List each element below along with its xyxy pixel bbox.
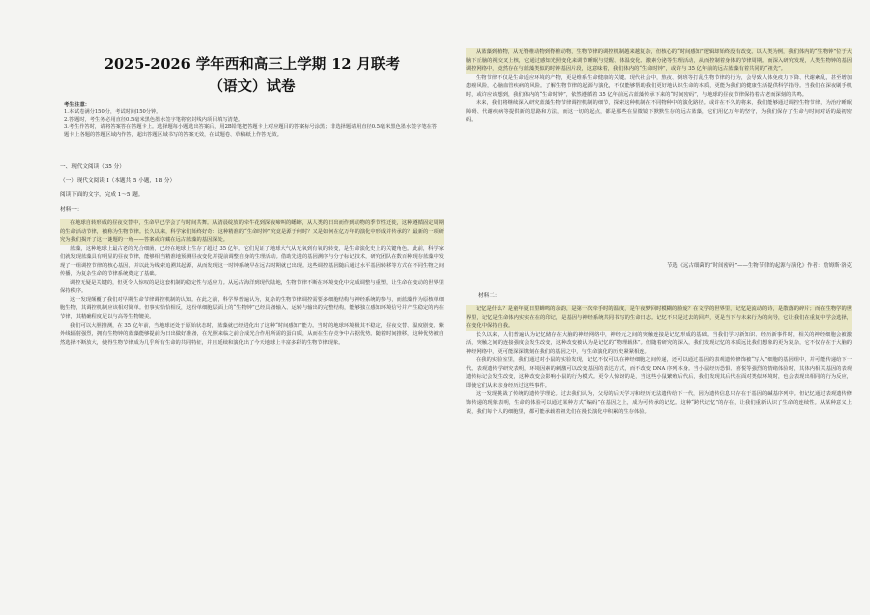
exam-notes [64, 102, 438, 139]
source-citation: 节选《远古细菌的“时间密码”——生物节律的起源与演化》作者：詹姆斯·洛克 [666, 263, 852, 269]
material-one-continued [466, 48, 852, 125]
subsection-heading: （一）现代文阅读 I（本题共 5 小题，18 分） [60, 178, 176, 184]
exam-subtitle: （语文）试卷 [208, 78, 296, 95]
paragraph: 未来，我们将继续深入研究蓝藻生物节律调控机制的细节，探索这种机制在不同物种中的演化路径。或许在不久的将来，我们能够通过调控生物节律，为治疗睡眠障碍、代谢疾病等提供新的思路和方法，而这一切的起点，都是那些在显微镜下默默生存的远古蓝藻，它们用亿万年的坚守，为我们保存了生命与时间对话的最初密码。 [466, 100, 852, 124]
paragraph: 我们可以大胆推测，在 35 亿年前，当地球还处于原始状态时，蓝藻就已经进化出了这种“时间感知”能力。当时的地球环境极其不稳定，昼夜交替、温度剧变、紫外线辐射强烈，拥有生物钟的蓝藻能够提前为日出做好准备，在光照来临之前合成光合作用所需的蛋白质，从而在生存竞争中占据优势。随着时间推移，这种优势被自然选择不断放大，使得生物节律成为几乎所有生命的共同特征，并且延续和演化出了今天地球上丰富多彩的生物节律现象。 [60, 322, 444, 346]
paragraph: 生物节律不仅是生命适应环境的产物，更是维系生命健康的关键。现代社会中，熬夜、倒班等打乱生物节律的行为，会导致人体免疫力下降、代谢紊乱，甚至增加患癌风险，心脑血管疾病的风险。了解生物节律的起源与演化，不仅能够帮助我们更好地认识生命的本质，更能为我们的健康生活提供科学指导。当我们在深夜刷手机时，或许应该想到，我们体内的“生命时钟”，依然遵循着 35 亿年前远古蓝藻传承下来的“时间密码”，与地球的昼夜节律保持着古老而深刻的共鸣。 [466, 74, 852, 98]
notes-item: 1.本试卷满分150分，考试时间150分钟。 [64, 109, 162, 116]
paragraph: 蓝藻，这种地球上最古老的光合细菌，已经在地球上生存了超过 35 亿年。它们见证了地球大气从无氧到有氧的转变，是生命演化史上的关键角色。此前，科学家们就发现蓝藻具有明显的昼夜节律，能够相当精准地预测昼夜变化并提前调整自身的生理活动。借助先进的基因测序与分子标记技术，研究团队在数百种现存蓝藻中发现了一组调控节律的核心基因，并以此为线索追溯其起源，从而发现这一时钟系统早在远古时期就已出现。这些调控基因随后通过水平基因转移等方式在不同生物之间传播，为复杂生命的节律系统奠定了基础。 [60, 245, 444, 278]
section-heading: 一、现代文阅读（35 分） [60, 164, 125, 170]
paragraph: 在地球自转形成的昼夜交替中，生命早已学会了与时间共舞。从清晨绽放的牵牛花到深夜啼叫的蟋蟀，从人类的日出而作到动物的季节性迁徙，这种遵循固定周期的生命活动节律，被称为生物节律。长久以来，科学家们始终好奇：这种精准的“生命时钟”究竟是源于何时？又是如何在亿万年的演化中形成并传承的？最新的一项研究为我们揭开了这一谜题的一角——答案或许藏在远古蓝藻的基因深处。 [60, 220, 444, 244]
material-one-label: 材料一： [60, 207, 83, 213]
exam-title: 2025-2026 学年西和高三上学期 12 月联考 [103, 56, 401, 73]
paragraph: 这一发现挑战了传统的遗传学理论。过去我们认为，父母的后天学习和经历无法遗传给下一代，因为遗传信息只存在于基因的碱基序列中。但记忆通过表观遗传修饰传递的现象表明，生命的体验可以通过某种方式“编码”在基因之上，成为可传承的记忆。这种“跨代记忆”的存在，让我们重新认识了生命的连续性。从某种意义上说，我们每个人的细胞里，都可能承载着祖先们在漫长演化中积累的生存体验。 [466, 391, 852, 415]
reading-instruction: 阅读下面的文字，完成 1～5 题。 [60, 192, 144, 198]
material-two-label: 材料二： [478, 293, 501, 299]
notes-item: 3.考生作答时，请将答案答在答题卡上。选择题每小题选出答案后，用2B铅笔把答题卡上对应题目的答案标号涂黑；非选择题请用直径0.5毫米黑色墨水签字笔在答题卡上各题的答题区域内作答，超出答题区域书写的答案无效，在试题卷、草稿纸上作答无效。 [64, 124, 438, 138]
notes-item: 2.答题时，考生务必用直径0.5毫米黑色墨水签字笔将密封线内项目填写清楚。 [64, 116, 244, 123]
paragraph: 长久以来，人们普遍认为记忆储存在大脑的神经网络中，神经元之间的突触连接是记忆形成的基础。当我们学习新知识、经历新事件时，相关的神经细胞会被激活，突触之间的连接强度会发生改变，这种改变被认为是记忆的“物理载体”。但随着研究的深入，我们发现记忆的本质远比我们想象的更为复杂，它不仅存在于大脑的神经网络中，更可能深深镌刻在我们的基因之中，与生命演化的历史紧紧相连。 [466, 331, 852, 355]
material-one-body [60, 219, 444, 347]
paragraph: 调控无疑是关键的，但更令人惊叹的是这套机制的稳定性与适应力。从远古海洋到现代陆地，生物节律不断在环境变化中完成调整与重塑，让生命在变动的世界里保持秩序。 [60, 279, 444, 295]
paragraph: 从蓝藻到植物，从无脊椎动物到脊椎动物，生物节律的调控机制越来越复杂，但核心的“时间感知”逻辑却始终没有改变。以人类为例，我们体内的“生物钟”位于大脑下丘脑的视交叉上核，它通过感知光照变化来调节睡眠与觉醒、体温变化、激素分泌等生理活动，从而控制着身体的节律周期。而深入研究发现，人类生物钟的基因调控网络中，竟然存在与蓝藻类似的时钟基因片段，这意味着，我们体内的“生命时钟”，或许与 35 亿年前的远古蓝藻有着共同的“祖先”。 [466, 49, 852, 73]
paragraph: 记忆是什么？是童年夏日里蝉鸣的余韵，是第一次牵手时的温度，是午夜梦回时模糊的脸庞？在文学的世界里，记忆是流动的诗，是散落的碎片；而在生物学的世界里，记忆是生命体内实实在在的印记，是基因与神经系统共同书写的生命日志。记忆不只是过去的回声，更是当下与未来行为的向导，它让我们在重复中学会选择，在变化中保持自我。 [466, 306, 852, 330]
paragraph: 这一发现颠覆了我们对早期生命节律调控机制的认知。在此之前，科学界普遍认为，复杂的生物节律调控需要多细胞结构与神经系统的参与，而蓝藻作为原核单细胞生物，其调控机制应该相对简单。但事实恰恰相反，这份单细胞层面上的“生物钟”已经具备输入、运转与输出的完整结构，能够独立感知环境信号并产生稳定的内在节律，其精确程度足以与高等生物媲美。 [60, 296, 444, 321]
notes-heading: 考生注意： [64, 102, 90, 108]
material-two-body [466, 305, 852, 416]
paragraph: 在我的实验室里，我们通过对小鼠的实验发现，记忆不仅可以在神经细胞之间传递，还可以通过基因的表观遗传修饰被“写入”细胞的基因组中，并可能传递给下一代。表观遗传学研究表明，环境因素的刺激可以改变基因的表达方式，而不改变 DNA 序列本身。当小鼠经历恐惧、喜悦等强烈的情绪体验时，其体内相关基因的表观遗传标记会发生改变，这种改变会影响小鼠的行为模式。更令人惊讶的是，当这些小鼠繁殖后代后，我们发现其后代在面对类似环境时，也会表现出相同的行为反应，即使它们从未亲身经历过这些事件。 [466, 357, 852, 389]
